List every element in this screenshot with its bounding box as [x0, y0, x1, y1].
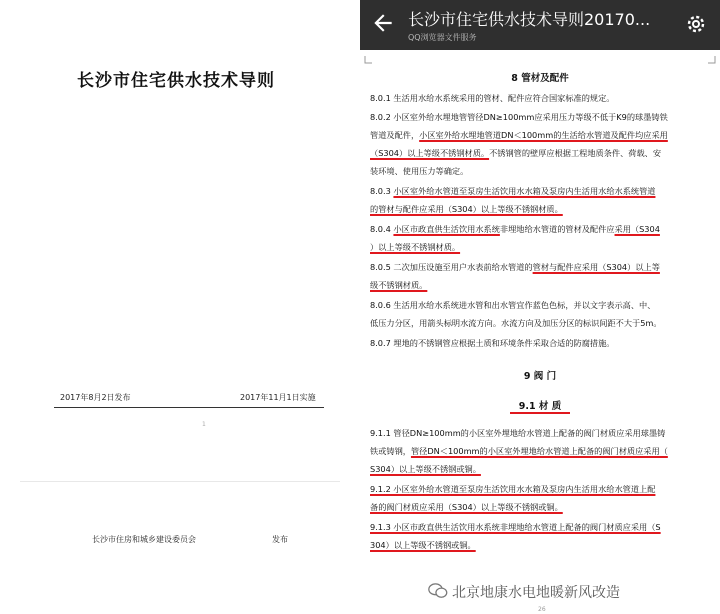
- highlighted-text: 小区室外给水管道至泵房生活饮用水水箱及泵房内生活用水给水系统管道: [393, 186, 656, 196]
- text: 8.0.5 二次加压设施至用户水表前给水管道的: [370, 262, 533, 272]
- highlighted-text: 9.1.2 小区室外给水管道至泵房生活饮用水水箱及泵房内生活用水给水管道上配: [370, 484, 656, 494]
- clause-8-0-4-line2: [370, 239, 716, 255]
- highlighted-text: 小区室外给水埋地管道DN＜100mm的生活给水管道及配件均应采用: [419, 130, 668, 140]
- document-viewer: [360, 0, 720, 614]
- clause-8-0-7: 8.0.7 埋地的不锈钢管应根据土质和环境条件采取合适的防腐措施。: [370, 338, 615, 348]
- highlighted-text: 管材与配件应采用（S304）以上等: [532, 262, 660, 272]
- clause-8-0-5-line1: [370, 259, 716, 275]
- clause-8-0-2-line2: [370, 127, 716, 143]
- page-number: 26: [538, 606, 546, 613]
- clause-8-0-2-line3: [370, 145, 716, 161]
- publish-label: 发布: [272, 535, 288, 544]
- cover-page: [0, 0, 352, 614]
- highlighted-text: 备的阀门材质应采用（S304）以上等级不锈钢或铜。: [370, 502, 563, 512]
- section-9-1-title: 9.1 材 质: [518, 401, 562, 412]
- back-arrow-icon[interactable]: [370, 10, 396, 36]
- cover-title: 长沙市住宅供水技术导则: [77, 71, 275, 91]
- highlighted-text: 级不锈钢材质。: [370, 280, 428, 290]
- highlighted-text: 小区市政直供生活饮用水系统: [393, 224, 500, 234]
- highlighted-text: 采用（S304: [614, 224, 660, 234]
- section-8-title: 8 管材及配件: [511, 73, 569, 84]
- clause-8-0-1: 8.0.1 生活用水给水系统采用的管材、配件应符合国家标准的规定。: [370, 93, 615, 103]
- issuing-organization: 长沙市住房和城乡建设委员会: [92, 535, 196, 544]
- watermark-text: 北京地康水电地暖新风改造: [452, 585, 620, 601]
- date-divider: [54, 407, 324, 408]
- highlighted-text: 管径DN＜100mm的小区室外埋地给水管道上配备的阀门材质应采用（: [410, 446, 668, 456]
- section-9-1-underline: [510, 412, 570, 414]
- text: 铁或铸钢，: [370, 446, 411, 456]
- viewer-source: QQ浏览器文件服务: [408, 33, 477, 42]
- cover-separator: [20, 481, 340, 482]
- clause-9-1-3-line1: [370, 519, 716, 535]
- clause-8-0-6-line1: 8.0.6 生活用水给水系统进水管和出水管宜作蓝色色标，并以文字表示高、中、: [370, 300, 656, 310]
- clause-8-0-6-line2: 低压力分区，用箭头标明水流方向。水流方向及加压分区的标识间距不大于5m。: [370, 318, 662, 328]
- highlighted-text: 304）以上等级不锈钢或铜。: [370, 540, 476, 550]
- clause-8-0-3-line1: [370, 183, 716, 199]
- cover-mark: 1: [202, 421, 206, 428]
- highlighted-text: （S304）以上等级不锈钢材质。: [370, 148, 490, 158]
- text: 管道及配件，: [370, 130, 420, 140]
- clause-9-1-3-line2: [370, 537, 716, 553]
- clause-8-0-2-line1: 8.0.2 小区室外给水埋地管管径DN≥100mm应采用压力等级不低于K9的球墨铸铁: [370, 112, 668, 122]
- text: 非埋地给水管道的管材及配件应: [499, 224, 615, 234]
- gear-icon[interactable]: [684, 12, 708, 36]
- clause-number: 8.0.4: [370, 224, 394, 234]
- clause-9-1-2-line2: [370, 499, 716, 515]
- section-9-title: 9 阀 门: [523, 371, 557, 382]
- page-corner-mark: [364, 56, 372, 64]
- clause-8-0-3-line2: [370, 201, 716, 217]
- implement-date: 2017年11月1日实施: [240, 393, 316, 402]
- clause-9-1-1-line1: 9.1.1 管径DN≥100mm的小区室外埋地给水管道上配备的阀门材质应采用球墨铸: [370, 428, 666, 438]
- wechat-icon: [428, 582, 448, 600]
- clause-8-0-5-line2: [370, 277, 716, 293]
- highlighted-text: S304）以上等级不锈钢或铜。: [370, 464, 481, 474]
- document-title: 长沙市住宅供水技术导则20170...: [408, 10, 651, 29]
- text: 不锈钢管的壁厚应根据工程地质条件、荷载、安: [489, 148, 662, 158]
- publish-date: 2017年8月2日发布: [60, 393, 131, 402]
- clause-9-1-1-line2: [370, 443, 716, 459]
- page-corner-mark: [708, 56, 716, 64]
- clause-8-0-4-line1: [370, 221, 716, 237]
- highlighted-text: ）以上等级不锈钢材质。: [370, 242, 461, 252]
- highlighted-text: 的管材与配件应采用（S304）以上等级不锈钢材质。: [370, 204, 563, 214]
- document-page[interactable]: [360, 50, 720, 614]
- highlighted-text: 9.1.3 小区市政直供生活饮用水系统非埋地给水管道上配备的阀门材质应采用（S: [370, 522, 661, 532]
- clause-8-0-2-line4: 装环境、使用压力等确定。: [370, 166, 469, 176]
- clause-number: 8.0.3: [370, 186, 394, 196]
- clause-9-1-1-line3: [370, 461, 716, 477]
- clause-9-1-2-line1: [370, 481, 716, 497]
- app-bar: [360, 0, 720, 50]
